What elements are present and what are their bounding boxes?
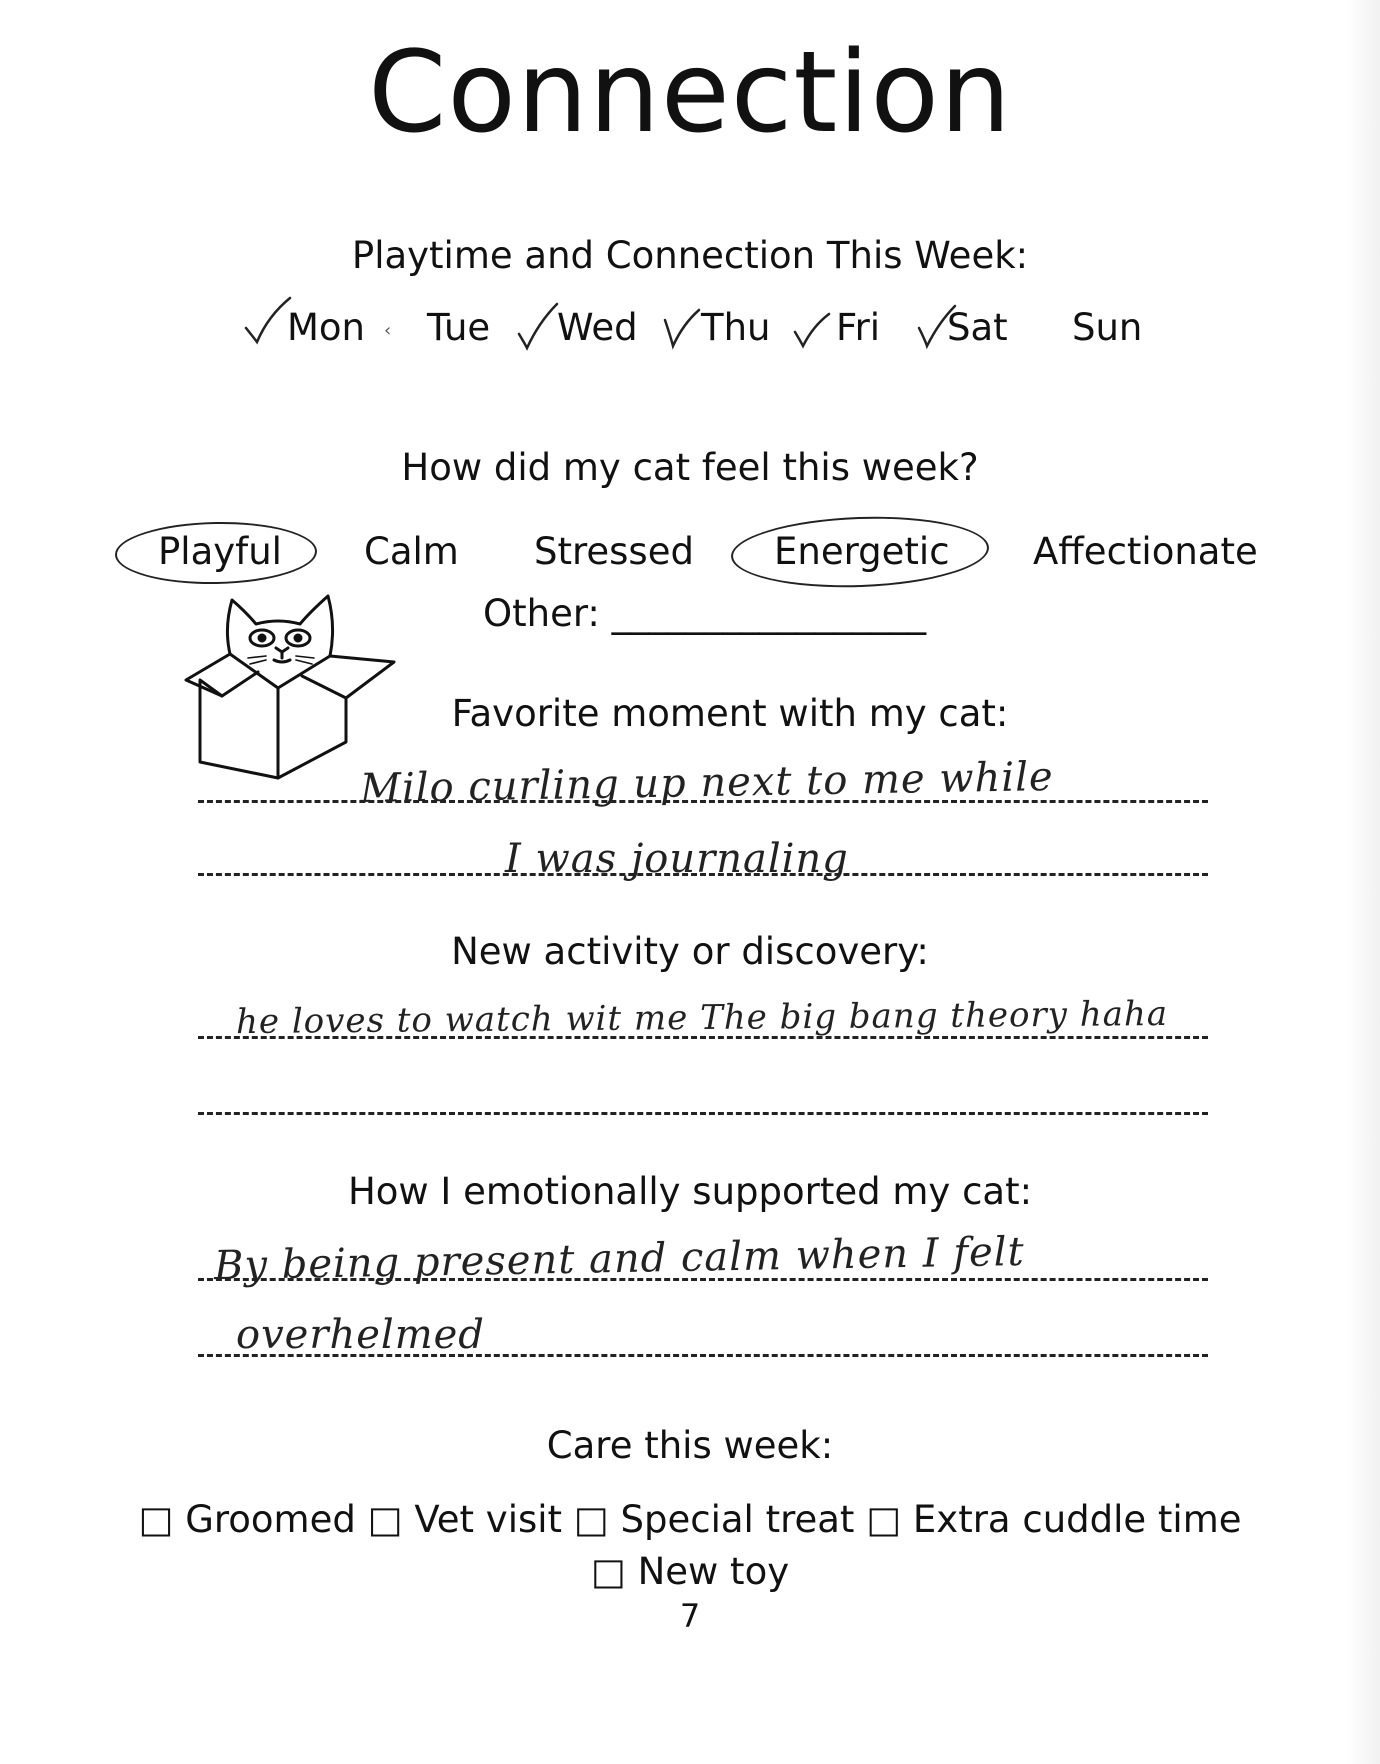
support-answer-line2: overhelmed	[236, 1312, 485, 1358]
care-options-row1: □ Groomed □ Vet visit □ Special treat □ Extra cuddle time	[138, 1498, 1242, 1541]
day-thu: Thu	[701, 306, 771, 349]
care-options-row2: □ New toy	[590, 1550, 790, 1593]
day-mon: Mon	[287, 306, 366, 349]
support-answer-line1: By being present and calm when I felt	[213, 1228, 1025, 1290]
support-heading: How I emotionally supported my cat:	[347, 1170, 1033, 1213]
discovery-heading: New activity or discovery:	[451, 930, 929, 973]
checkmark-icon	[661, 306, 703, 350]
day-sun: Sun	[1072, 306, 1143, 349]
mood-stressed: Stressed	[534, 530, 694, 573]
favorite-answer-line1: Milo curling up next to me while	[359, 753, 1054, 813]
page-title: Connection	[368, 28, 1012, 158]
mood-calm: Calm	[364, 530, 459, 573]
checkmark-icon	[515, 300, 561, 352]
favorite-answer-line2: I was journaling	[505, 836, 849, 882]
favorite-heading: Favorite moment with my cat:	[451, 692, 1009, 735]
discovery-answer-line1: he loves to watch wit me The big bang theory haha	[235, 993, 1169, 1043]
day-wed: Wed	[557, 306, 638, 349]
day-sat: Sat	[947, 306, 1008, 349]
day-fri: Fri	[836, 306, 881, 349]
checkmark-icon	[791, 310, 833, 350]
writing-line	[198, 1112, 1208, 1115]
mood-heading: How did my cat feel this week?	[401, 446, 979, 489]
mood-other: Other: _________________	[483, 592, 927, 635]
day-tue: Tue	[427, 306, 491, 349]
cat-in-box-icon	[170, 592, 402, 782]
mood-affectionate: Affectionate	[1033, 530, 1258, 573]
mood-energetic: Energetic	[774, 530, 950, 573]
page-number: 7	[679, 1597, 701, 1635]
care-heading: Care this week:	[546, 1424, 834, 1467]
tick-mark: ‹	[384, 320, 392, 341]
playtime-heading: Playtime and Connection This Week:	[351, 234, 1029, 277]
mood-playful: Playful	[158, 530, 282, 573]
